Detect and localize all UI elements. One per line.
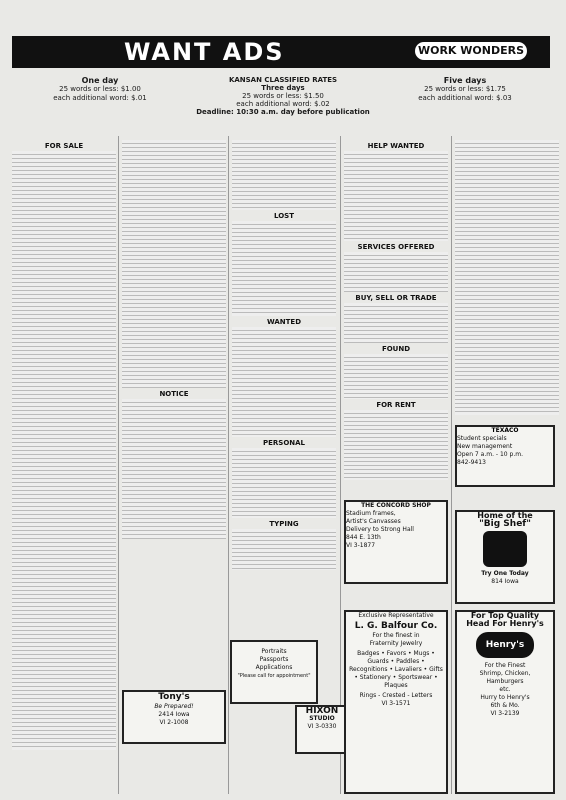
tony-name: Tony's [158, 692, 190, 702]
classified-text-block [232, 221, 336, 316]
column-4 [344, 140, 448, 495]
section-services: SERVICES OFFERED [357, 243, 435, 252]
column-rule [340, 136, 341, 794]
column-5 [455, 140, 559, 420]
classified-text-block [344, 354, 448, 399]
burger-chef-logo [483, 531, 527, 567]
classified-text-block [122, 140, 226, 388]
work-wonders-badge: WORK WONDERS [415, 42, 527, 60]
column-1 [12, 140, 116, 750]
bigshef-try: Try One Today [481, 570, 529, 577]
column-rule [118, 136, 119, 794]
banner-title: WANT ADS [124, 38, 285, 66]
rate-line: 25 words or less: $1.75 [424, 85, 506, 93]
texaco-phone: 842-9413 [457, 459, 486, 466]
balfour-line: Fraternity Jewelry [369, 640, 423, 647]
rate-head: Three days [261, 84, 305, 92]
big-shef-ad [455, 510, 555, 604]
hixon-phone: VI 3-0330 [307, 723, 337, 730]
section-lost: LOST [274, 212, 294, 220]
hixon-sub: STUDIO [309, 715, 335, 722]
portraits-ad [230, 640, 318, 704]
concord-title: THE CONCORD SHOP [361, 502, 431, 509]
deadline: Deadline: 10:30 a.m. day before publication [196, 108, 370, 116]
portraits-line: Passports [259, 656, 289, 663]
section-wanted: WANTED [266, 318, 302, 327]
rate-head: One day [81, 76, 119, 85]
concord-line: Stadium frames, [346, 510, 396, 517]
rate-line: 25 words or less: $1.50 [242, 92, 324, 100]
section-typing: TYPING [269, 520, 299, 529]
tonys-service-ad [122, 690, 226, 744]
rate-line: each additional word: $.02 [236, 100, 330, 108]
rate-one-day [40, 76, 160, 120]
rate-line: each additional word: $.03 [418, 94, 512, 102]
henrys-line: Hamburgers [486, 678, 524, 685]
section-buy-sell: BUY, SELL OR TRADE [355, 294, 437, 303]
kansan-rates [195, 76, 371, 116]
kansan-rates-title: KANSAN CLASSIFIED RATES [228, 76, 338, 84]
concord-line: Delivery to Strong Hall [346, 526, 414, 533]
column-2 [122, 140, 226, 540]
tony-phone: VI 2-1008 [159, 719, 189, 726]
hixon-name: HIXON [305, 706, 339, 716]
section-for-rent: FOR RENT [376, 401, 416, 410]
classified-text-block [344, 410, 448, 480]
concord-address: 844 E. 13th [346, 534, 381, 541]
classified-text-block [232, 448, 336, 518]
rate-line: each additional word: $.01 [53, 94, 147, 102]
section-for-sale: FOR SALE [44, 142, 84, 150]
balfour-phone: VI 3-1571 [381, 700, 411, 707]
henrys-line: Hurry to Henry's [480, 694, 530, 701]
portraits-line: Portraits [261, 648, 287, 655]
texaco-ad [455, 425, 555, 487]
bigshef-address: 814 Iowa [491, 578, 519, 585]
column-rule [228, 136, 229, 794]
henrys-phone: VI 3-2139 [490, 710, 520, 717]
balfour-line: Rings - Crested - Letters [359, 692, 433, 699]
classified-text-block [232, 529, 336, 570]
henrys-line: etc. [499, 686, 511, 693]
balfour-items: Badges • Favors • Mugs • Guards • Paddles • Recognitions • Lavaliers • Gifts • Stationery • Sportswear • Plaques [349, 650, 443, 689]
hixon-studio-ad [295, 705, 349, 754]
concord-phone: VI 3-1877 [346, 542, 376, 549]
portraits-line: Applications [255, 664, 293, 671]
classified-text-block [344, 151, 448, 241]
henrys-line: Head For Henry's [466, 619, 544, 628]
want-ads-banner [12, 36, 550, 68]
classified-text-block [344, 303, 448, 343]
section-help-wanted: HELP WANTED [367, 142, 425, 150]
concord-shop-ad [344, 500, 448, 584]
texaco-line: Open 7 a.m. - 10 p.m. [457, 451, 523, 458]
column-rule [451, 136, 452, 794]
texaco-line: Student specials [457, 435, 507, 442]
balfour-line: For the finest in [372, 632, 420, 639]
classified-text-block [344, 252, 448, 292]
balfour-title: Exclusive Representative [358, 612, 434, 619]
tony-tagline: Be Prepared! [154, 703, 194, 710]
section-found: FOUND [381, 345, 411, 354]
henrys-line: For the Finest [484, 662, 526, 669]
henrys-ad [455, 610, 555, 794]
tony-address: 2414 Iowa [158, 711, 190, 718]
classified-text-block [122, 399, 226, 539]
henrys-line: 6th & Mo. [490, 702, 520, 709]
bigshef-line: Home of the [477, 511, 533, 520]
rate-five-days [405, 76, 525, 120]
bigshef-line: "Big Shef" [479, 519, 531, 529]
section-personal: PERSONAL [262, 439, 306, 448]
rate-head: Five days [443, 76, 487, 85]
henrys-line: Shrimp, Chicken, [479, 670, 531, 677]
classified-text-block [232, 327, 336, 437]
classified-text-block [12, 151, 116, 750]
classified-text-block [232, 140, 336, 210]
texaco-name: TEXACO [491, 427, 519, 434]
balfour-name: L. G. Balfour Co. [354, 621, 438, 631]
classified-text-block [455, 140, 559, 415]
texaco-line: New management [457, 443, 513, 450]
column-3 [232, 140, 336, 570]
portraits-note: "Please call for appointment" [237, 673, 311, 679]
rate-line: 25 words or less: $1.00 [59, 85, 141, 93]
section-notice: NOTICE [159, 390, 189, 398]
balfour-ad [344, 610, 448, 794]
concord-line: Artist's Canvasses [346, 518, 401, 525]
henrys-line: For Top Quality [470, 611, 540, 620]
henrys-logo: Henry's [476, 632, 534, 658]
